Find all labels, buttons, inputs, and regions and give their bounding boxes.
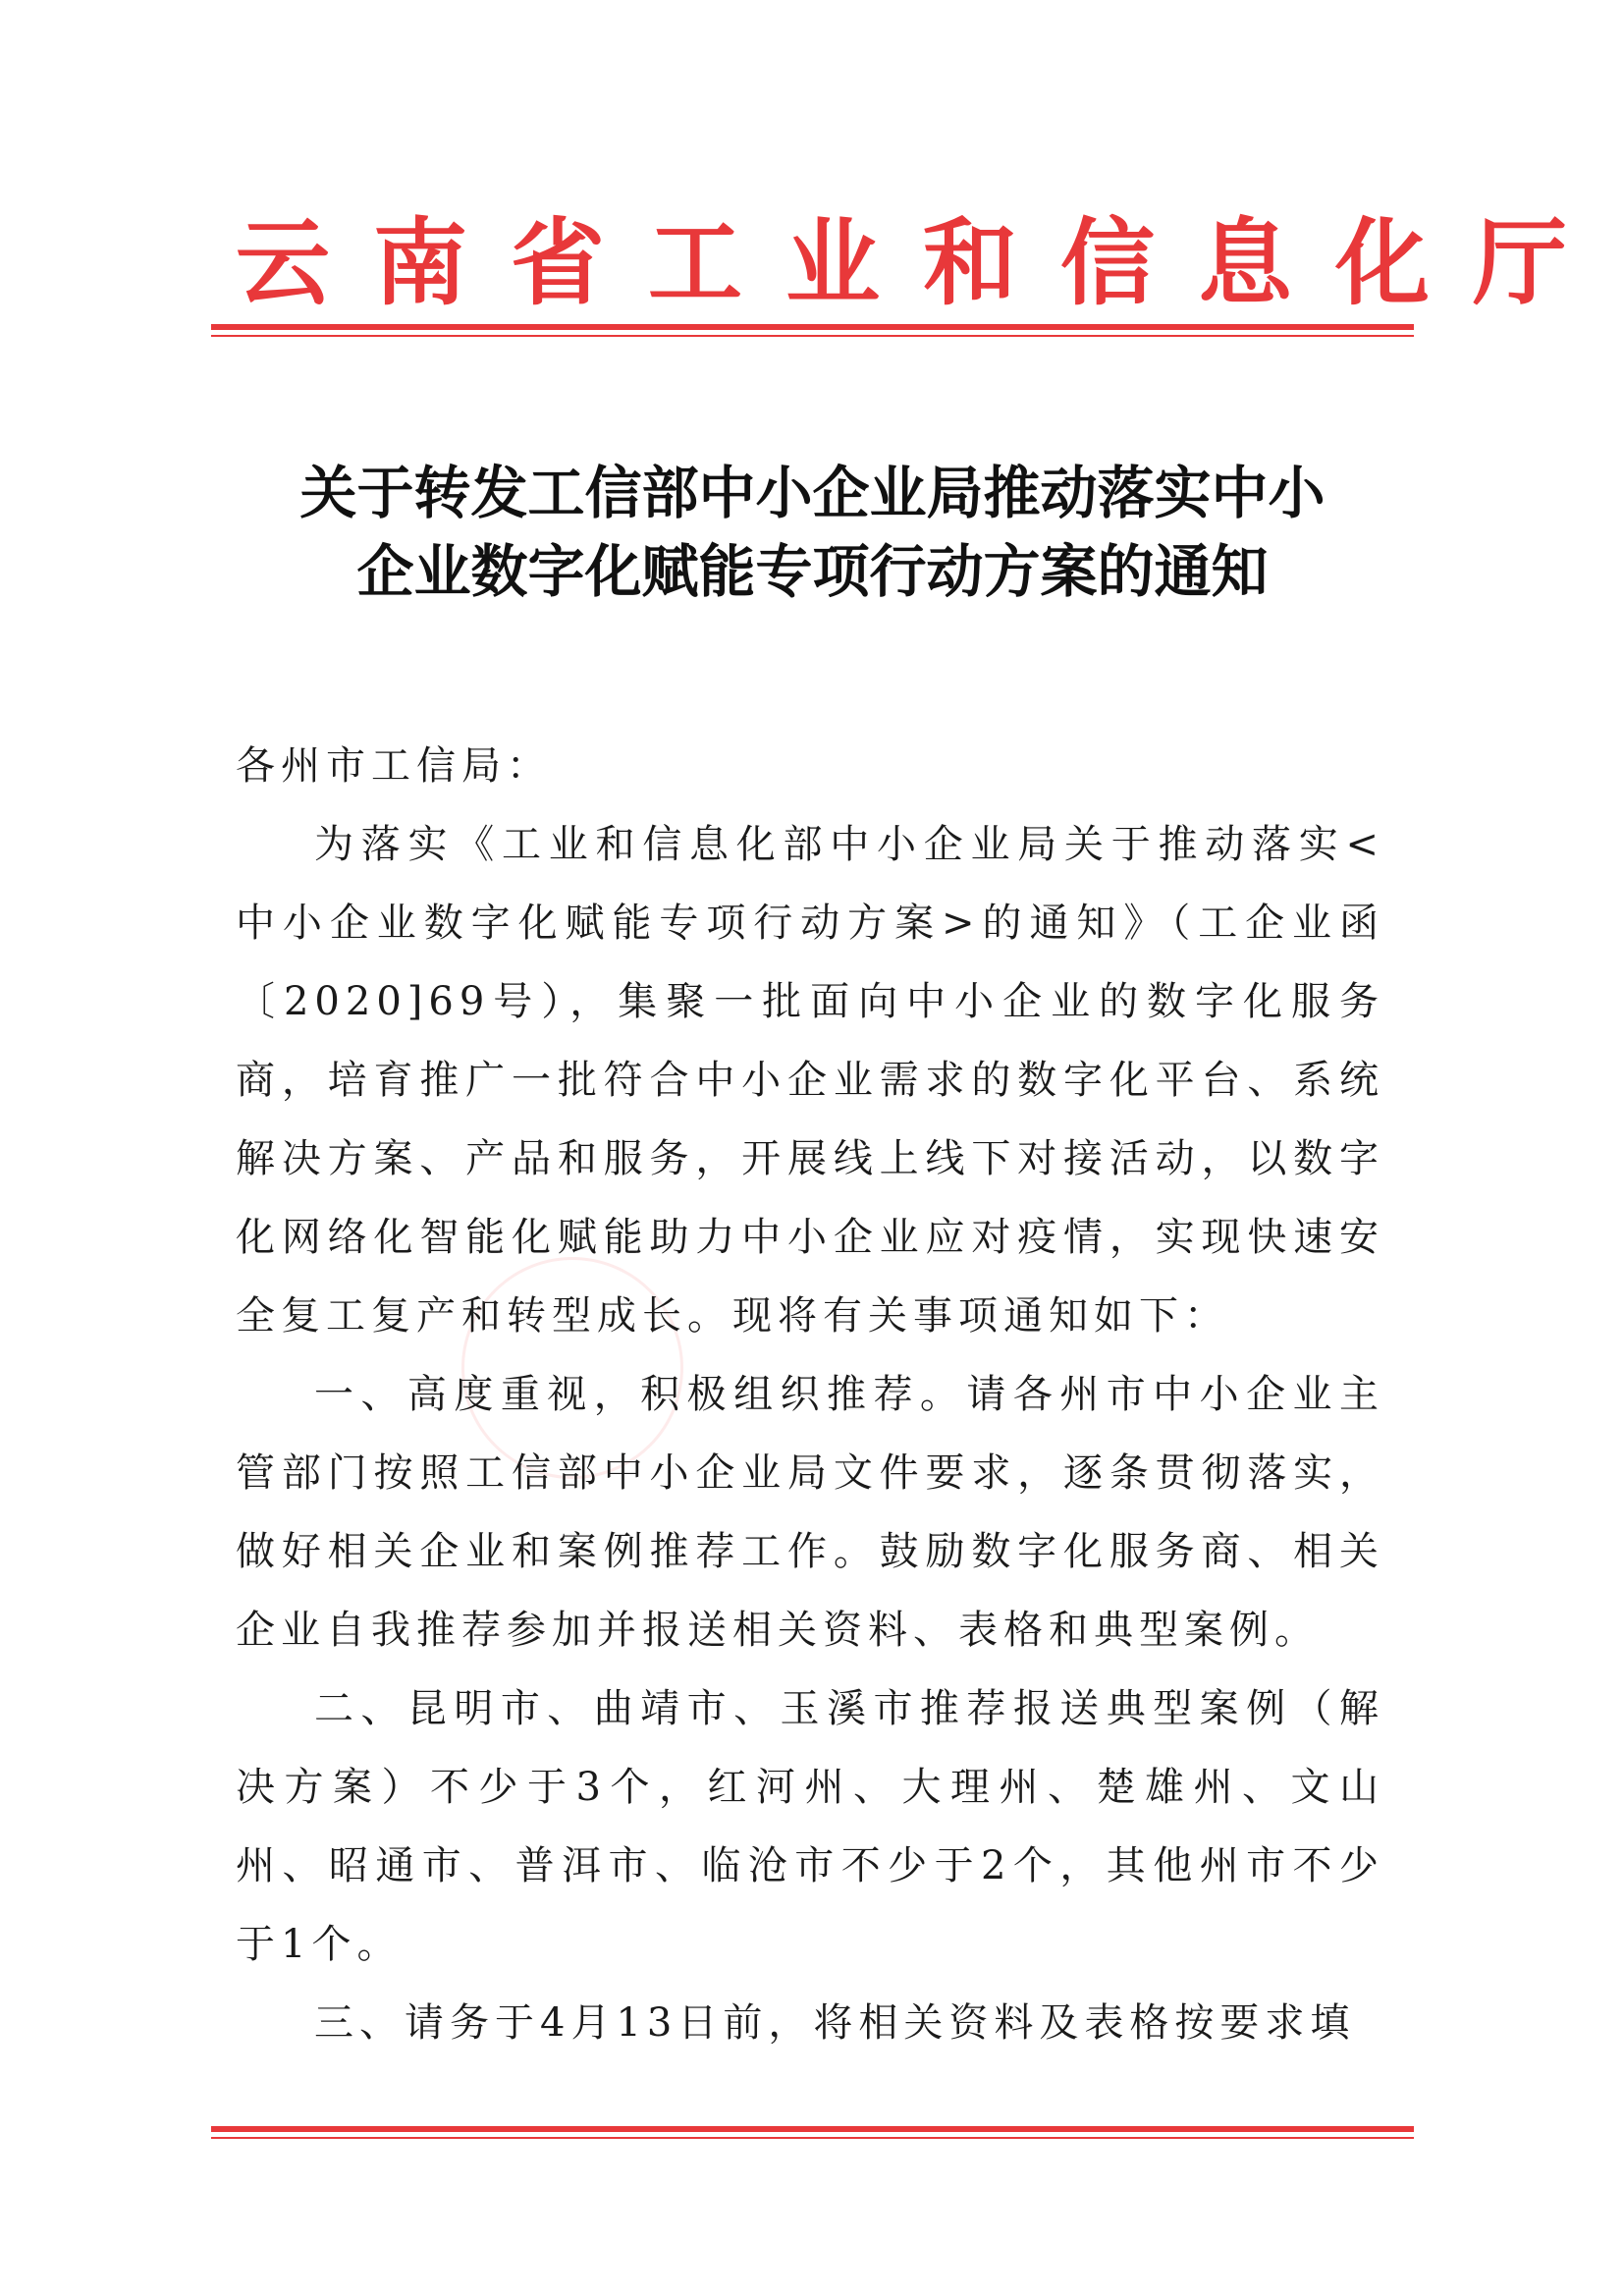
salutation: 各州市工信局： bbox=[236, 743, 552, 789]
title-line-1: 关于转发工信部中小企业局推动落实中小 bbox=[299, 460, 1325, 526]
rule-thin-line bbox=[211, 335, 1414, 337]
paragraph-intro: 为落实《工业和信息化部中小企业局关于推动落实<中小企业数字化赋能专项行动方案>的通知》（工企业函〔2020]69号），集聚一批面向中小企业的数字化服务商，培育推广一批符合中小企业需求的数字化平台、系统解决方案、产品和服务，开展线上线下对接活动，以数字化网络化智能化赋能助力中小企业应对疫情，实现快速安全复工复产和转型成长。现将有关事项通知如下： bbox=[236, 822, 1384, 1339]
letterhead-org-name: 云南省工业和信息化厅 bbox=[236, 207, 1610, 318]
paragraph-item-2: 二、昆明市、曲靖市、玉溪市推荐报送典型案例（解决方案）不少于3个，红河州、大理州、楚雄州、文山州、昭通市、普洱市、临沧市不少于2个，其他州市不少于1个。 bbox=[236, 1686, 1384, 1967]
letterhead-red-rule bbox=[211, 324, 1414, 337]
document-body bbox=[236, 727, 1384, 2062]
footer-rule-thin-line bbox=[211, 2137, 1414, 2139]
paragraph-item-1: 一、高度重视，积极组织推荐。请各州市中小企业主管部门按照工信部中小企业局文件要求，逐条贯彻落实，做好相关企业和案例推荐工作。鼓励数字化服务商、相关企业自我推荐参加并报送相关资料、表格和典型案例。 bbox=[236, 1372, 1384, 1653]
footer-red-rule bbox=[211, 2126, 1414, 2139]
paragraph-item-3: 三、请务于4月13日前，将相关资料及表格按要求填 bbox=[314, 2000, 1356, 2046]
title-line-2: 企业数字化赋能专项行动方案的通知 bbox=[356, 538, 1269, 605]
document-title bbox=[211, 454, 1414, 611]
